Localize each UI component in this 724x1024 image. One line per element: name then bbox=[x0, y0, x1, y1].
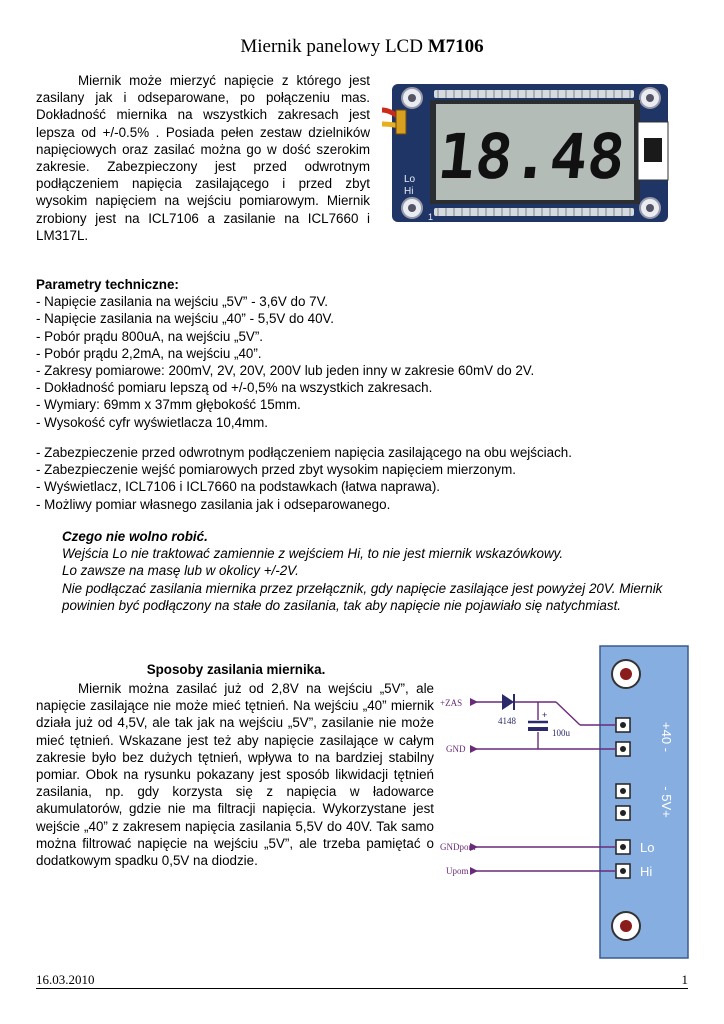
param-item: - Wymiary: 69mm x 37mm głębokość 15mm. bbox=[36, 397, 301, 413]
param-item: - Napięcie zasilania na wejściu „40” - 5,5V do 40V. bbox=[36, 311, 334, 327]
protection-item: - Zabezpieczenie przed odwrotnym podłączeniem napięcia zasilającego na obu wejściach. bbox=[36, 445, 572, 460]
footer-rule bbox=[36, 988, 688, 989]
title-model: M7106 bbox=[427, 36, 484, 57]
param-item: - Napięcie zasilania na wejściu „5V” - 3,6V do 7V. bbox=[36, 294, 329, 310]
diode-symbol bbox=[502, 694, 514, 710]
title-normal: Miernik panelowy LCD bbox=[240, 36, 428, 57]
diode-label: 4148 bbox=[498, 716, 516, 726]
power-schematic bbox=[440, 642, 690, 962]
warning-heading: Czego nie wolno robić. bbox=[62, 529, 208, 544]
page-title bbox=[0, 36, 724, 58]
page-number: 1 bbox=[681, 972, 688, 987]
protection-item: - Możliwy pomiar własnego zasilania jak i odseparowanego. bbox=[36, 496, 391, 512]
warning-line: Nie podłączać zasilania miernika przez przełącznik, gdy napięcie zasilające jest powyżej 20V. Miernik powinien być podłączony na stałe do zasilania, tak aby napięcie nie pojawiało się natychmiast. bbox=[62, 580, 663, 613]
ic-chip bbox=[644, 138, 662, 162]
photo-pin1-label: 1 bbox=[428, 212, 434, 222]
params-list bbox=[36, 293, 696, 431]
pin-5v-label: - 5V+ bbox=[659, 786, 674, 818]
lcd-display-value: 18.48 bbox=[434, 120, 629, 193]
param-item: - Zakresy pomiarowe: 200mV, 2V, 20V, 200V lub jeden inny w zakresie 60mV do 2V. bbox=[36, 363, 535, 379]
param-item: - Wysokość cyfr wyświetlacza 10,4mm. bbox=[36, 414, 269, 430]
capacitor-label: 100u bbox=[552, 728, 570, 738]
params-heading: Parametry techniczne: bbox=[36, 277, 179, 292]
intro-text: Miernik może mierzyć napięcie z którego jest zasilany jak i odseparowane, po połączeniu mas. Dokładność miernika na wszystkich zakresach jest lepsza od +/-0.5% . Posiada pełen zestaw dzielników napięciowych oraz zasilać można go w dość szerokim zakresie. Zabezpieczony jest przed odwrotnym podłączeniem napięcia zasilającego i przed zbyt wysokim napięciem na wejściu pomiarowym. Miernik zrobiony jest na ICL7106 a zasilanie na ICL7660 i LM317L. bbox=[36, 73, 370, 243]
meter-photo bbox=[382, 80, 672, 226]
power-paragraph bbox=[36, 680, 434, 869]
zas-label: +ZAS bbox=[440, 698, 463, 708]
gndpom-label: GNDpom bbox=[440, 842, 476, 852]
upom-label: Upom bbox=[446, 866, 469, 876]
footer-date: 16.03.2010 bbox=[36, 972, 95, 987]
protection-item: - Wyświetlacz, ICL7106 i ICL7660 na podstawkach (łatwa naprawa). bbox=[36, 479, 441, 495]
pin-hi-label: Hi bbox=[640, 864, 653, 879]
param-item: - Pobór prądu 800uA, na wejściu „5V”. bbox=[36, 328, 264, 344]
protection-item: - Zabezpieczenie wejść pomiarowych przed zbyt wysokim napięciem mierzonym. bbox=[36, 462, 517, 478]
photo-lo-label: Lo bbox=[404, 174, 416, 185]
param-item: - Dokładność pomiaru lepszą od +/-0,5% na wszystkich zakresach. bbox=[36, 380, 433, 396]
svg-text:+: + bbox=[542, 710, 548, 720]
warning-line: Lo zawsze na masę lub w okolicy +/-2V. bbox=[62, 563, 299, 579]
pin-40-label: +40 - bbox=[659, 722, 674, 752]
power-heading: Sposoby zasilania miernika. bbox=[146, 662, 326, 677]
protections-list bbox=[36, 444, 696, 513]
param-item: - Pobór prądu 2,2mA, na wejściu „40”. bbox=[36, 345, 262, 361]
intro-paragraph bbox=[36, 72, 370, 244]
technical-parameters bbox=[36, 276, 696, 431]
protections bbox=[36, 444, 696, 513]
gnd-label: GND bbox=[446, 744, 466, 754]
warning-line: Wejścia Lo nie traktować zamiennie z wejściem Hi, to nie jest miernik wskazówkowy. bbox=[62, 546, 564, 562]
warning-section bbox=[62, 528, 682, 614]
power-text: Miernik można zasilać już od 2,8V na wejściu „5V”, ale napięcie zasilające nie może mieć tętnień. Na wejściu „40” miernik działa już od 4,5V, ale tak jak na wejściu „5V”, zasilanie nie może mieć tętnień. Wskazane jest też aby napięcie zasilające w całym zakresie było bez dużych tętnień, wpływa to na bardziej stabilny pomiar. Obok na rysunku pokazany jest sposób likwidacji tętnień zasilania, np. gdy korzysta się z napięcia w ładowarce akumulatorów, gdzie nie ma filtracji napięcia. Wykorzystane jest wejście „40” z zakresem napięcia zasilania 5,5V do 40V. Tak samo można filtrować napięcie na wejściu „5V”, ale trzeba pamiętać o dodatkowym spadku 0,5V na diodzie. bbox=[36, 681, 434, 869]
pin-lo-label: Lo bbox=[640, 840, 655, 855]
photo-hi-label: Hi bbox=[404, 186, 414, 197]
pcb-pads bbox=[616, 718, 630, 878]
